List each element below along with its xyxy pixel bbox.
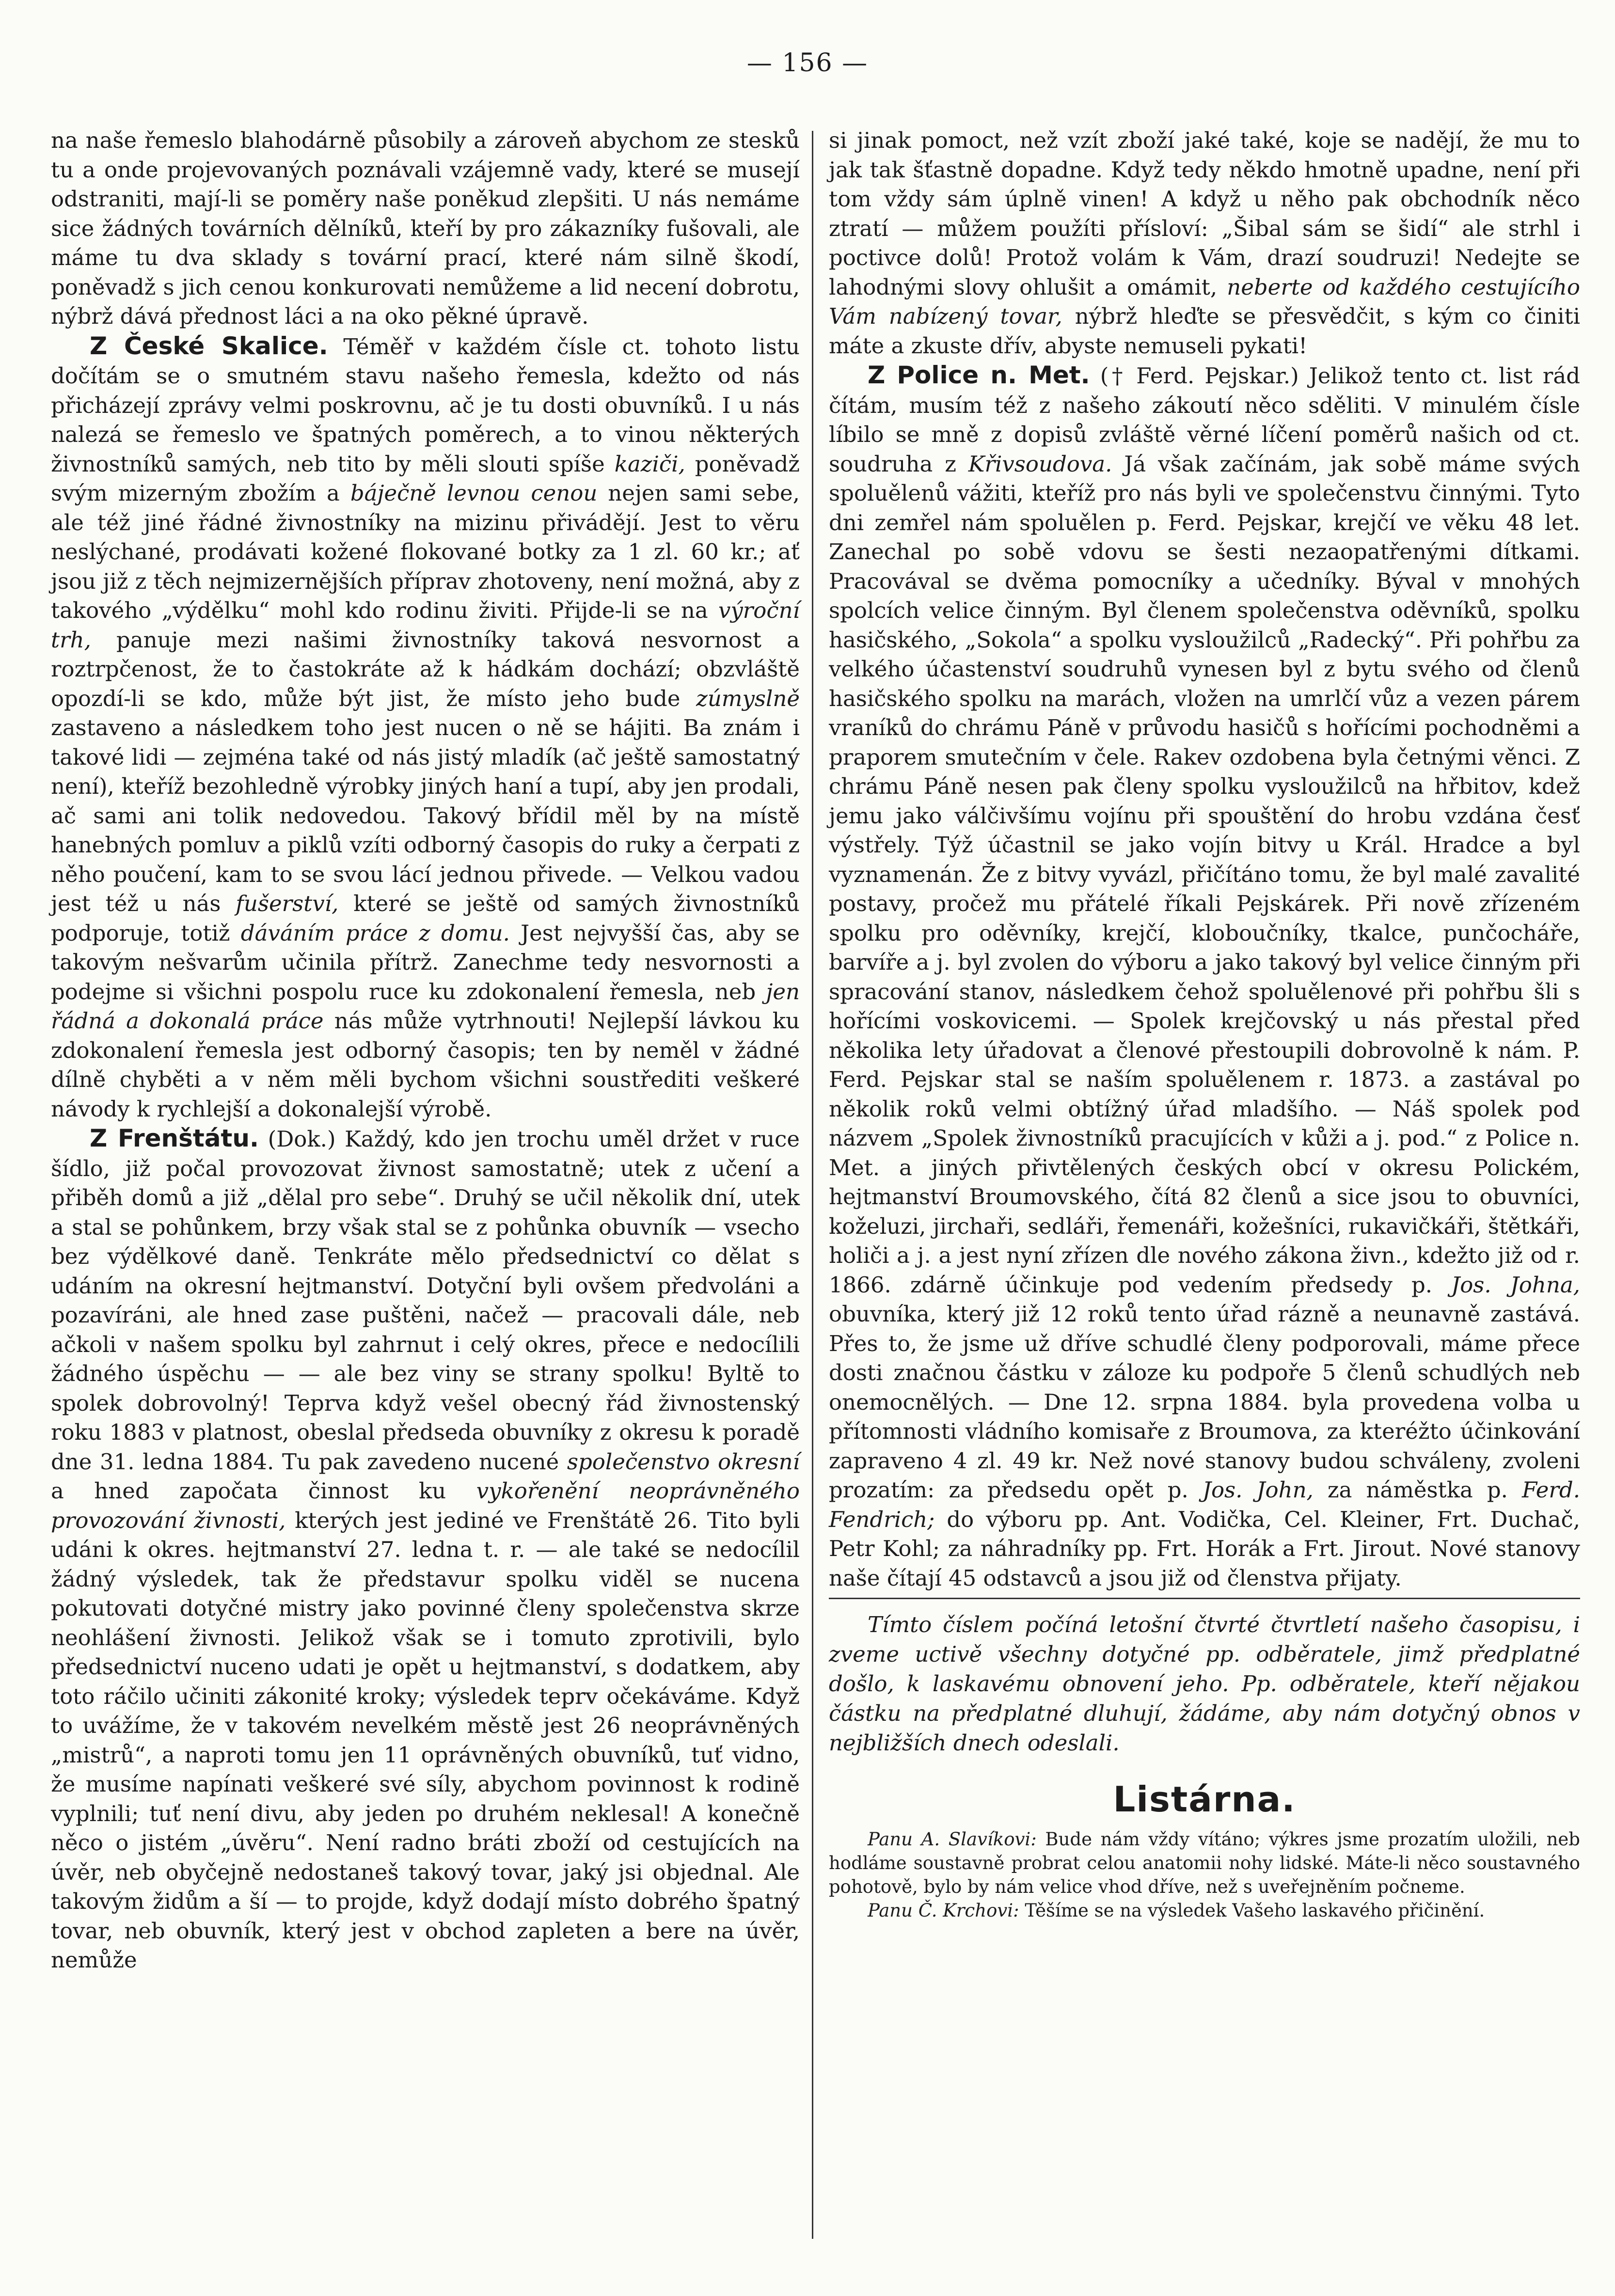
emphasis: společenstvo okresní: [567, 1448, 800, 1475]
listarna-section: [829, 1827, 1580, 1922]
ceske-skalice-heading: Z České Skalice.: [90, 331, 328, 360]
page-number: — 156 —: [746, 48, 869, 78]
text: obuvníka, který již 12 roků tento úřad rázně a neunavně zastává. Přes to, že jsme už dříve schudlé členy podporovali, máme přece dosti značnou částku v záloze ku podpoře 5 členů schudlých neb onemocnělých. — Dne 12. srpna 1884. byla provedena volba u přítomnosti vládního komisaře z Broumova, za kteréžto účinkování zapraveno 4 zl. 49 kr. Než nové stanovy budou schváleny, zvoleni prozatím: za předsedu opět p.: [829, 1301, 1580, 1503]
emphasis: Křivsoudova.: [968, 451, 1112, 477]
left-column: [51, 126, 800, 1975]
emphasis: kaziči,: [614, 451, 685, 477]
emphasis: neberte od každého cestujícího Vám nabízený tovar,: [829, 274, 1580, 329]
listarna-heading: Listárna.: [1113, 1779, 1296, 1820]
text: Téměř v každém čísle ct. tohoto listu dočítám se o smutném stavu našeho řemesla, kdežto od nás přicházejí zprávy velmi poskrovnu, ač je tu dosti obuvníků. I u nás nalezá se řemeslo ve špatných poměrech, a to vinou některých živnostníků samých, neb tito by měli slouti spíše: [51, 333, 800, 477]
notice-text: Tímto číslem počíná letošní čtvrté čtvrtletí našeho časopisu, i zveme uctivě všechny dotyčné pp. odběratele, jimž předplatné došlo, k laskavému obnovení jeho. Pp. odběratele, kteří nějakou částku na předplatné dluhují, žádáme, aby nám dotyčný obnos v nejbližších dnech odeslali.: [829, 1612, 1580, 1756]
text: do výboru pp. Ant. Vodička, Cel. Kleiner, Frt. Duchač, Petr Kohl; za náhradníky pp. Frt. Horák a Frt. Jirout. Nové stanovy naše čítají 45 odstavců a jsou již od členstva přijaty.: [829, 1506, 1580, 1591]
intro-paragraph: na naše řemeslo blahodárně působily a zároveň abychom ze stesků tu a onde projevovaných poznávali vzájemně vady, které se musejí odstraniti, mají-li se poměry naše poněkud zlepšiti. U nás nemáme sice žádných továrních dělníků, kteří by pro zákazníky fušovali, ale máme tu dva sklady s tovární prací, které nám silně škodí, poněvadž s jich cenou konkurovati nemůžeme a lid necení dobrotu, nýbrž dává přednost láci a na oko pěkné úpravě.: [51, 127, 800, 329]
police-article: [829, 361, 1580, 1593]
listarna-text: Těšíme se na výsledek Vašeho laskavého přičinění.: [1025, 1900, 1485, 1921]
text: které se ještě od samých živnostníků podporuje, totiž: [51, 891, 800, 946]
emphasis: báječně levnou cenou: [350, 480, 598, 506]
text: si jinak pomoct, než vzít zboží jaké také, koje se nadějí, že mu to jak tak šťastně dopadne. Když tedy někdo hmotně upadne, není při tom vždy sám úplně vinen! A když u něho pak obchodník něco ztratí — můžem použíti přísloví: „Šibal sám se šidí“ ale strhl i poctivce dolů! Protož volám k Vám, drazí soudruzi! Nedejte se lahodnými slovy ohlušit a omámit,: [829, 127, 1580, 300]
text: poněvadž svým mizerným zbožím a: [51, 451, 800, 506]
emphasis: Jos. Johna,: [1451, 1272, 1580, 1298]
column-divider: [812, 131, 813, 2239]
text: za náměstka p.: [1327, 1477, 1508, 1503]
text: Já však začínám, jak sobě máme svých spoluělenů vážiti, kteříž pro nás byli ve společenstvu činnými. Tyto dni zemřel nám spoluělen p. Ferd. Pejskar, krejčí ve věku 48 let. Zanechal po sobě vdovu se šesti nezaopatřenými dítkami. Pracovával se dvěma pomocníky a učedníky. Býval v mnohých spolcích velice činným. Byl členem společenstva oděvníků, spolku hasičského, „Sokola“ a spolku vysloužilců „Radecký“. Při pohřbu za velkého účastenství soudruhů vynesen byl z bytu svého od členů hasičského spolku na marách, vložen na umrlčí vůz a vezen párem vraníků do chrámu Páně v průvodu hasičů s hořícími pochodněmi a praporem smutečním v čele. Rakev ozdobena byla četnými věnci. Z chrámu Páně nesen pak členy spolku vysloužilců na hřbitov, kdež jemu jako válčivšímu vojínu při spouštění do hrobu vzdána česť výstřely. Týž účastnil se jako vojín bitvy u Král. Hradce a byl vyznamenán. Že z bitvy vyvázl, přičítáno tomu, že byl malé zavalité postavy, pročež mu přátelé říkali Pejskárek. Při nově zřízeném spolku pro oděvníky, krejčí, kloboučníky, tkalce, punčocháře, barvíře a j. byl zvolen do výboru a jako takový byl velice činným při spracování stanov, následkem čehož spoluělenové při pohřbu šli s hořícími voskovicemi. — Spolek krejčovský u nás přestal před několika lety úřadovat a členové přestoupili dobrovolně k nám. P. Ferd. Pejskar stal se naším spoluělenem r. 1873. a zastával po několik roků velmi obtížný úřad mladšího. — Náš spolek pod názvem „Spolek živnostníků pracujících v kůži a j. pod.“ z Police n. Met. a jiných přivtělených českých obcí v okresu Polickém, hejtmanství Broumovského, čítá 82 členů a sice jsou to obuvníci, koželuzi, jirchaři, sedláři, řemenáři, kožešníci, rukavičkáři, štětkáři, holiči a j. a jest nyní zřízen dle nového zákona živn., kdežto již od r. 1866. zdárně účinkuje pod vedením předsedy p.: [829, 451, 1580, 1298]
emphasis: výroční trh,: [51, 598, 800, 653]
emphasis: dáváním práce z domu.: [240, 920, 510, 946]
text: nýbrž hleďte se přesvědčit, s kým co činiti máte a zkuste dřív, abyste nemuseli pykati!: [829, 303, 1580, 359]
text: († Ferd. Pejskar.) Jelikož tento ct. list rád čítám, musím též z našeho zákoutí něco sděliti. V minulém čísle líbilo se mně z dopisů zvláště věrné líčení poměrů našich od ct. soudruha z: [829, 363, 1580, 477]
listarna-item: [829, 1827, 1580, 1899]
text: kterých jest jediné ve Frenštátě 26. Tito byli udáni k okres. hejtmanství 27. ledna t. r. — ale také se nedocílil žádný výsledek, tak že představur spolku viděl se nucena pokutovati dotyčné mistry jako povinné členy společenstva skrze neohlášení živnosti. Jelikož však se i tomuto zprotivili, bylo předsednictví nuceno udati je opět u hejtmanství, s dodatkem, aby toto ráčilo učiniti zákonité kroky; výsledek teprv očekáváme. Když to uvážíme, že v takovém nevelkém městě jest 26 neoprávněných „mistrů“, a naproti tomu jen 11 oprávněných obuvníků, tuť vidno, že musíme napínati veškeré své síly, abychom povinnost k rodině vyplnili; tuť není divu, aby jeden po druhém neklesal! A konečně něco o jistém „úvěru“. Není radno bráti zboží od cestujících na úvěr, neb obyčejně nedostaneš takový tovar, jaký jsi objednal. Ale takovým židům a ší — to projde, když dodají místo dobrého špatný tovar, neb obuvník, který jest v obchod zapleten a bere na úvěr, nemůže: [51, 1507, 800, 1973]
text: zastaveno a následkem toho jest nucen o ně se hájiti. Ba znám i takové lidi — zejména také od nás jistý mladík (ač ještě samostatný není), kteříž bezohledně výrobky jiných haní a tupí, aby jen prodali, ač sami ani tolik nedovedou. Takový břídil měl by na místě hanebných pomluv a piklů vzíti odborný časopis do ruky a čerpati z něho poučení, kam to se svou lácí jednou přivede. — Velkou vadou jest též u nás: [51, 715, 800, 916]
police-heading: Z Police n. Met.: [868, 361, 1090, 389]
ceske-skalice-article: [51, 331, 800, 1124]
notice-divider: [829, 1598, 1580, 1599]
listarna-text: Bude nám vždy vítáno; výkres jsme prozatím uložili, neb hodláme soustavně probrat celou anatomii nohy lidské. Máte-li něco soustavného pohotově, bylo by nám velice vhod dříve, než s uveřejněním počneme.: [829, 1829, 1580, 1897]
text: panuje mezi našimi živnostníky taková nesvornost a roztrpčenost, že to častokráte až k hádkám dochází; obzvláště opozdí-li se kdo, může být jist, že místo jeho bude: [51, 627, 800, 711]
listarna-addressee: Panu Č. Krchovi:: [868, 1900, 1019, 1921]
text: Jest nejvyšší čas, aby se takovým nešvarům učinila přítrž. Zanechme tedy nesvornosti a podejme si všichni pospolu ruce ku zdokonalení řemesla, neb: [51, 920, 800, 1005]
emphasis: jen řádná a dokonalá práce: [51, 978, 800, 1034]
frenstat-heading: Z Frenštátu.: [90, 1124, 259, 1152]
continuation-paragraph: [829, 126, 1580, 361]
subscription-notice: [829, 1610, 1580, 1758]
emphasis: vykořenění neoprávněného provozování živnosti,: [51, 1478, 800, 1533]
listarna-addressee: Panu A. Slavíkovi:: [868, 1829, 1037, 1850]
text: (Dok.) Každý, kdo jen trochu uměl držet v ruce šídlo, již počal provozovat živnost samostatně; utek z učení a přiběh domů a již „dělal pro sebe“. Druhý se učil několik dní, utek a stal se pohůnkem, brzy však stal se z pohůnka obuvník — vsecho bez výdělkové daně. Tenkráte mělo předsednictví co dělat s udáním na okresní hejtmanství. Dotyční byli ovšem předvoláni a pozavíráni, ale hned zase puštěni, načež — pracovali dále, neb ačkoli v našem spolku byl zahrnut i celý okres, přece e nedocílili žádného úspěchu — — ale bez viny se strany spolku! Byltě to spolek dobrovolný! Teprva když vešel obecný řád živnostenský roku 1883 v platnost, obeslal předseda obuvníky z okresu k poradě dne 31. ledna 1884. Tu pak zavedeno nucené: [51, 1126, 800, 1475]
text: nás může vytrhnouti! Nejlepší lávkou ku zdokonalení řemesla jest odborný časopis; ten by neměl v žádné dílně chyběti a v něm měli bychom všichni soustřediti veškeré návody k rychlejší a dokonalejší výrobě.: [51, 1008, 800, 1122]
text: a hned započata činnost ku: [51, 1478, 446, 1504]
text: nejen sami sebe, ale též jiné řádné živnostníky na mizinu přivádějí. Jest to věru neslýchané, prodávati kožené flokované botky za 1 zl. 60 kr.; ať jsou již z těch nejmizernějších příprav zhotoveny, není možná, aby z takového „výdělku“ mohl kdo rodinu živiti. Přijde-li se na: [51, 480, 800, 623]
emphasis: fušerství,: [236, 891, 339, 916]
listarna-item: [829, 1899, 1580, 1922]
emphasis: Ferd. Fendrich;: [829, 1477, 1581, 1532]
emphasis: Jos. John,: [1202, 1477, 1314, 1503]
emphasis: zúmyslně: [696, 685, 800, 711]
frenstat-article: [51, 1124, 800, 1975]
right-column: [829, 126, 1580, 1922]
